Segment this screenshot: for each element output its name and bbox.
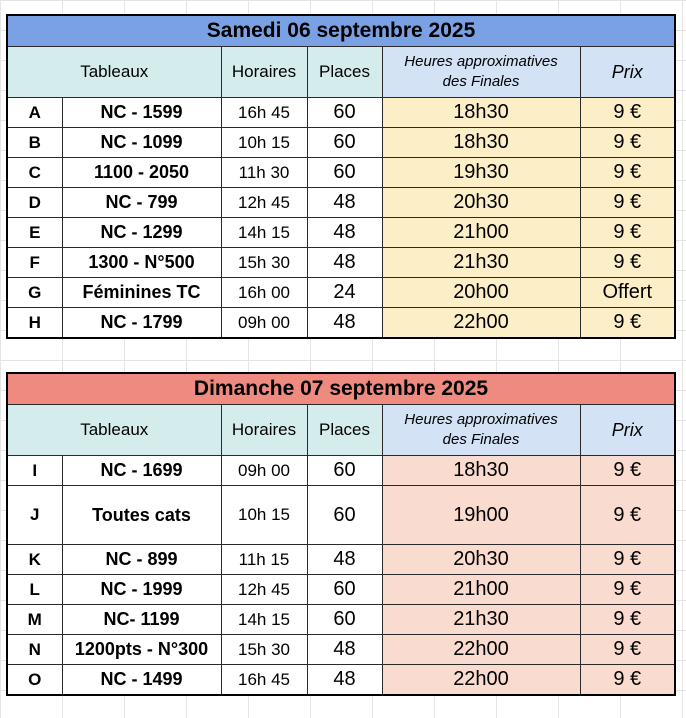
table-cell-finale: 19h00 (382, 486, 580, 545)
table-cell-letter: I (7, 456, 62, 486)
table-cell-tableau: NC - 1099 (62, 128, 221, 158)
table-cell-prix: 9 € (580, 188, 675, 218)
header-places: Places (307, 47, 382, 98)
table-cell-letter: J (7, 486, 62, 545)
table-cell-letter: A (7, 98, 62, 128)
table-cell-tableau: 1200pts - N°300 (62, 635, 221, 665)
table-cell-finale: 21h00 (382, 575, 580, 605)
table-cell-finale: 20h00 (382, 278, 580, 308)
table-cell-horaire: 11h 30 (221, 158, 307, 188)
table-cell-horaire: 12h 45 (221, 188, 307, 218)
table-row (7, 218, 675, 248)
header-heures-finales (382, 405, 580, 456)
table-cell-prix: Offert (580, 278, 675, 308)
table-cell-places: 48 (307, 635, 382, 665)
table-row (7, 486, 675, 545)
table-row (7, 158, 675, 188)
table-cell-letter: D (7, 188, 62, 218)
table-cell-tableau: NC - 1999 (62, 575, 221, 605)
table-cell-letter: N (7, 635, 62, 665)
header-tableaux: Tableaux (7, 47, 221, 98)
table-cell-prix: 9 € (580, 248, 675, 278)
table-cell-places: 60 (307, 605, 382, 635)
saturday-title: Samedi 06 septembre 2025 (7, 15, 675, 47)
table-cell-places: 60 (307, 128, 382, 158)
table-cell-tableau: NC - 899 (62, 545, 221, 575)
table-cell-tableau: NC - 1299 (62, 218, 221, 248)
table-cell-letter: B (7, 128, 62, 158)
table-cell-horaire: 15h 30 (221, 248, 307, 278)
table-cell-horaire: 12h 45 (221, 575, 307, 605)
table-cell-places: 48 (307, 308, 382, 339)
table-cell-prix: 9 € (580, 635, 675, 665)
table-cell-places: 48 (307, 665, 382, 696)
table-cell-horaire: 16h 00 (221, 278, 307, 308)
table-cell-finale: 22h00 (382, 635, 580, 665)
sunday-schedule-table (6, 372, 676, 696)
table-cell-letter: C (7, 158, 62, 188)
sunday-header-row (7, 405, 675, 456)
table-cell-horaire: 10h 15 (221, 486, 307, 545)
table-row (7, 128, 675, 158)
table-cell-letter: M (7, 605, 62, 635)
table-row (7, 575, 675, 605)
table-cell-prix: 9 € (580, 486, 675, 545)
table-cell-letter: F (7, 248, 62, 278)
table-cell-prix: 9 € (580, 158, 675, 188)
table-cell-horaire: 09h 00 (221, 308, 307, 339)
table-cell-tableau: NC- 1199 (62, 605, 221, 635)
table-cell-finale: 22h00 (382, 308, 580, 339)
header-prix: Prix (580, 47, 675, 98)
table-cell-places: 60 (307, 158, 382, 188)
table-cell-places: 48 (307, 218, 382, 248)
table-cell-horaire: 14h 15 (221, 218, 307, 248)
table-row (7, 545, 675, 575)
table-cell-prix: 9 € (580, 545, 675, 575)
table-cell-tableau: NC - 1699 (62, 456, 221, 486)
table-cell-finale: 21h00 (382, 218, 580, 248)
table-cell-finale: 19h30 (382, 158, 580, 188)
table-cell-prix: 9 € (580, 575, 675, 605)
table-cell-tableau: NC - 1499 (62, 665, 221, 696)
table-cell-tableau: Féminines TC (62, 278, 221, 308)
table-cell-letter: O (7, 665, 62, 696)
table-cell-letter: K (7, 545, 62, 575)
header-tableaux: Tableaux (7, 405, 221, 456)
table-cell-tableau: NC - 799 (62, 188, 221, 218)
table-cell-prix: 9 € (580, 308, 675, 339)
table-cell-letter: G (7, 278, 62, 308)
table-cell-prix: 9 € (580, 605, 675, 635)
table-cell-tableau: 1100 - 2050 (62, 158, 221, 188)
table-cell-horaire: 15h 30 (221, 635, 307, 665)
header-horaires: Horaires (221, 47, 307, 98)
sunday-title: Dimanche 07 septembre 2025 (7, 373, 675, 405)
table-cell-finale: 18h30 (382, 456, 580, 486)
table-cell-tableau: NC - 1799 (62, 308, 221, 339)
table-cell-letter: H (7, 308, 62, 339)
table-cell-prix: 9 € (580, 218, 675, 248)
header-heures-line1: Heures approximatives (404, 411, 558, 428)
table-cell-tableau: Toutes cats (62, 486, 221, 545)
header-prix: Prix (580, 405, 675, 456)
table-cell-horaire: 09h 00 (221, 456, 307, 486)
table-cell-horaire: 14h 15 (221, 605, 307, 635)
table-cell-horaire: 10h 15 (221, 128, 307, 158)
header-heures-line2: des Finales (442, 431, 520, 448)
header-horaires: Horaires (221, 405, 307, 456)
header-heures-line1: Heures approximatives (404, 53, 558, 70)
table-row (7, 278, 675, 308)
table-cell-finale: 20h30 (382, 545, 580, 575)
table-row (7, 188, 675, 218)
table-cell-prix: 9 € (580, 98, 675, 128)
table-cell-finale: 18h30 (382, 128, 580, 158)
saturday-schedule-table (6, 14, 676, 339)
header-places: Places (307, 405, 382, 456)
table-row (7, 98, 675, 128)
table-row (7, 248, 675, 278)
table-cell-finale: 18h30 (382, 98, 580, 128)
header-heures-finales (382, 47, 580, 98)
table-row (7, 456, 675, 486)
table-cell-finale: 21h30 (382, 605, 580, 635)
table-cell-finale: 22h00 (382, 665, 580, 696)
table-cell-places: 60 (307, 98, 382, 128)
table-cell-places: 60 (307, 486, 382, 545)
table-row (7, 308, 675, 339)
table-cell-horaire: 16h 45 (221, 98, 307, 128)
table-cell-tableau: NC - 1599 (62, 98, 221, 128)
table-cell-horaire: 11h 15 (221, 545, 307, 575)
table-cell-horaire: 16h 45 (221, 665, 307, 696)
table-cell-places: 60 (307, 456, 382, 486)
table-row (7, 605, 675, 635)
saturday-header-row (7, 47, 675, 98)
table-cell-letter: E (7, 218, 62, 248)
table-row (7, 635, 675, 665)
table-cell-prix: 9 € (580, 128, 675, 158)
table-cell-tableau: 1300 - N°500 (62, 248, 221, 278)
table-cell-places: 48 (307, 188, 382, 218)
table-cell-places: 60 (307, 575, 382, 605)
table-cell-places: 48 (307, 248, 382, 278)
table-cell-letter: L (7, 575, 62, 605)
header-heures-line2: des Finales (442, 73, 520, 90)
table-cell-finale: 21h30 (382, 248, 580, 278)
table-cell-places: 24 (307, 278, 382, 308)
table-cell-prix: 9 € (580, 665, 675, 696)
table-cell-prix: 9 € (580, 456, 675, 486)
table-cell-places: 48 (307, 545, 382, 575)
table-cell-finale: 20h30 (382, 188, 580, 218)
table-row (7, 665, 675, 696)
